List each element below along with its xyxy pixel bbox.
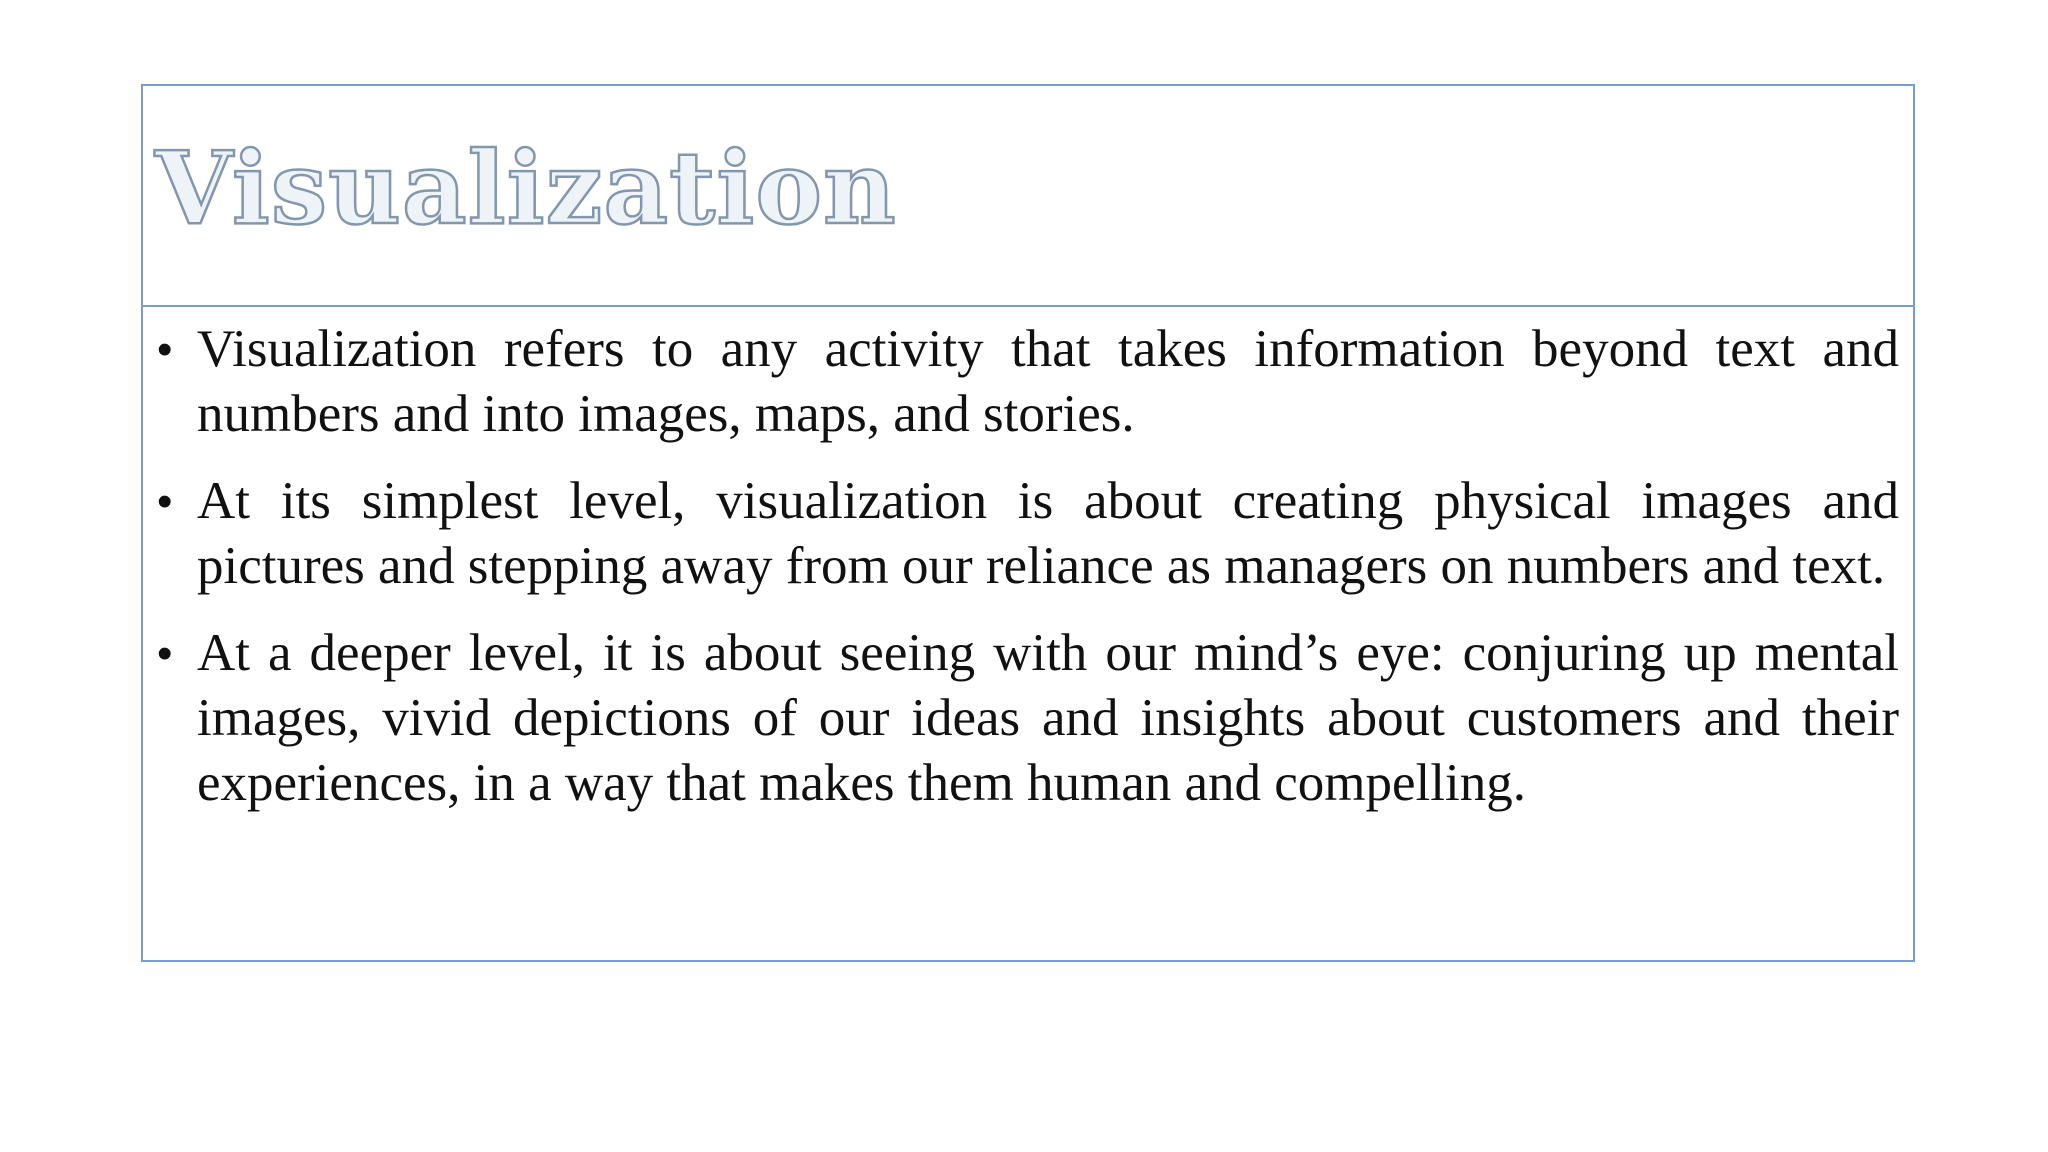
bullet-item (155, 317, 1899, 447)
bullet-list (155, 317, 1899, 838)
bullet-item (155, 469, 1899, 599)
bullet-text: At a deeper level, it is about seeing with our mind’s eye: conjuring up mental images, vivid depictions of our ideas and insights about customers and their experiences, in a way that makes them human and compelling. (197, 624, 1899, 812)
title-placeholder[interactable] (141, 84, 1915, 307)
content-placeholder[interactable] (141, 305, 1915, 962)
bullet-text: Visualization refers to any activity that takes information beyond text and numbers and into images, maps, and stories. (197, 320, 1899, 443)
bullet-icon: • (157, 477, 173, 526)
bullet-icon: • (157, 325, 173, 374)
bullet-item (155, 621, 1899, 816)
slide-title: Visualization (155, 129, 897, 247)
bullet-icon: • (157, 629, 173, 678)
bullet-text: At its simplest level, visualization is about creating physical images and pictures and stepping away from our reliance as managers on numbers and text. (197, 472, 1899, 595)
